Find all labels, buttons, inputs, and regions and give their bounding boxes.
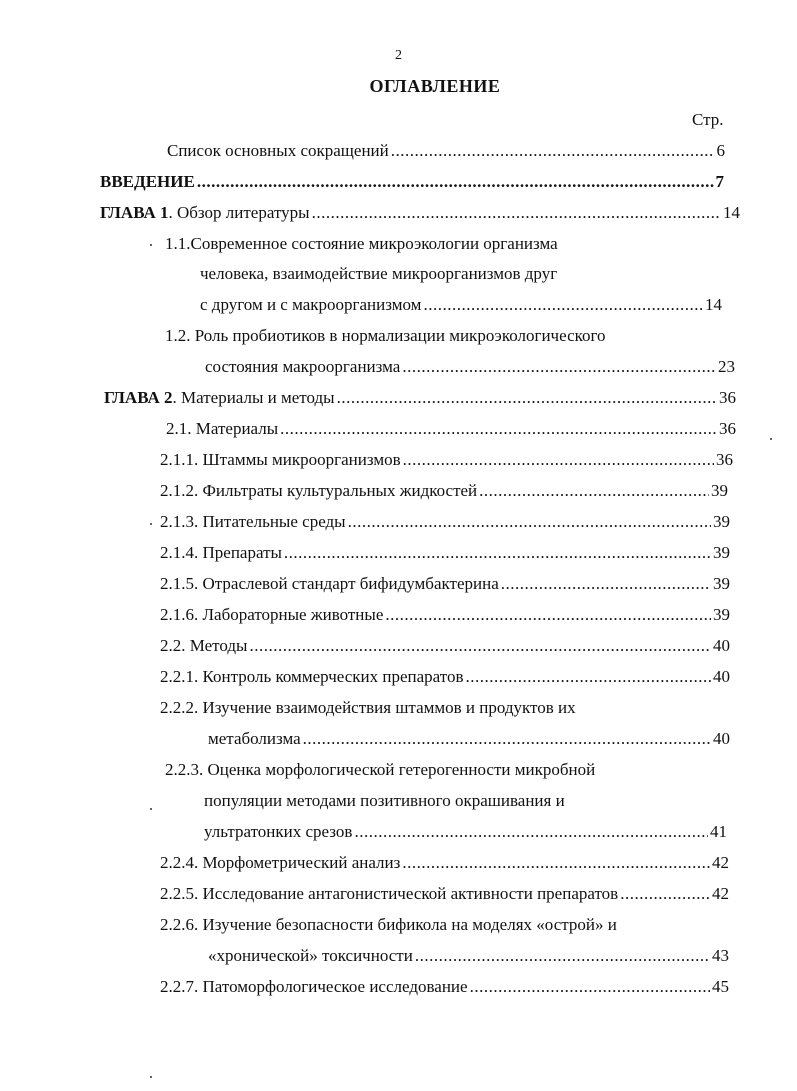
toc-entry-2-1-4[interactable] — [160, 542, 730, 564]
toc-entry-abbreviations[interactable] — [167, 140, 725, 162]
toc-entry-label: 2.2. Методы — [160, 636, 248, 655]
page-column-label: Стр. — [692, 110, 724, 129]
leader-dots — [403, 449, 714, 471]
toc-entry-label: 2.1.1. Штаммы микроорганизмов — [160, 450, 401, 469]
scan-speck — [770, 438, 772, 440]
leader-dots — [354, 821, 708, 843]
toc-entry-page: 40 — [713, 636, 730, 655]
toc-entry-1-1-line2: человека, взаимодействие микроорганизмов друг — [200, 264, 558, 283]
toc-entry-page: 45 — [712, 977, 729, 996]
toc-entry-label: ультратонких срезов — [204, 822, 353, 841]
toc-entry-2-1-6[interactable] — [160, 604, 730, 626]
toc-entry-page: 36 — [719, 419, 736, 438]
toc-entry-label: 2.1.6. Лабораторные животные — [160, 605, 384, 624]
toc-entry-2-2-2-line2[interactable] — [208, 728, 730, 750]
page-number: 2 — [395, 48, 402, 63]
toc-entry-2-1-2[interactable] — [160, 480, 728, 502]
toc-entry-2-2-3-line3[interactable] — [204, 821, 727, 843]
toc-entry-2-2-3-line1[interactable]: 2.2.3. Оценка морфологической гетерогенности микробной — [165, 760, 596, 779]
scan-speck — [150, 523, 152, 525]
chapter-title: . Материалы и методы — [172, 388, 335, 407]
leader-dots — [303, 728, 711, 750]
scan-speck — [150, 244, 152, 246]
toc-entry-2-2-7[interactable] — [160, 976, 729, 998]
toc-entry-2-1-5[interactable] — [160, 573, 730, 595]
toc-entry-label: «хронической» токсичности — [208, 946, 413, 965]
toc-entry-page: 14 — [723, 203, 740, 222]
toc-entry-2-2[interactable] — [160, 635, 730, 657]
toc-entry-label: метаболизма — [208, 729, 301, 748]
toc-entry-page: 39 — [713, 543, 730, 562]
toc-entry-label: 2.1.2. Фильтраты культуральных жидкостей — [160, 481, 478, 500]
leader-dots — [501, 573, 711, 595]
toc-entry-page: 41 — [710, 822, 727, 841]
leader-dots — [391, 140, 715, 162]
toc-entry-1-1-line3[interactable] — [200, 294, 722, 316]
toc-entry-page: 36 — [719, 388, 736, 407]
toc-entry-label: Список основных сокращений — [167, 141, 389, 160]
chapter-title: . Обзор литературы — [168, 203, 310, 222]
leader-dots — [620, 883, 710, 905]
toc-entry-page: 6 — [716, 141, 725, 160]
toc-entry-label: 2.2.4. Морфометрический анализ — [160, 853, 401, 872]
toc-entry-1-1-line1[interactable]: 1.1.Современное состояние микроэкологии организма — [165, 234, 558, 253]
page-title: ОГЛАВЛЕНИЕ — [369, 76, 501, 96]
leader-dots — [284, 542, 711, 564]
leader-dots — [479, 480, 709, 502]
toc-entry-label: 2.2.7. Патоморфологическое исследование — [160, 977, 468, 996]
toc-entry-page: 39 — [713, 512, 730, 531]
toc-entry-2-1[interactable] — [166, 418, 736, 440]
toc-entry-2-1-3[interactable] — [160, 511, 730, 533]
toc-entry-1-2-line2[interactable] — [205, 356, 735, 378]
toc-entry-label: ВВЕДЕНИЕ — [100, 172, 195, 191]
toc-entry-page: 40 — [713, 667, 730, 686]
toc-entry-label — [100, 202, 310, 224]
toc-entry-label: 2.1.3. Питательные среды — [160, 512, 346, 531]
chapter-prefix: ГЛАВА 2 — [104, 388, 173, 407]
toc-entry-page: 39 — [713, 605, 730, 624]
toc-entry-page: 43 — [712, 946, 729, 965]
toc-entry-page: 7 — [715, 172, 724, 191]
toc-entry-1-2-line1[interactable]: 1.2. Роль пробиотиков в нормализации микроэкологического — [165, 326, 606, 345]
leader-dots — [402, 852, 710, 874]
scan-speck — [150, 1076, 152, 1078]
toc-entry-page: 39 — [713, 574, 730, 593]
leader-dots — [280, 418, 717, 440]
leader-dots — [337, 387, 717, 409]
toc-entry-label: с другом и с макроорганизмом — [200, 295, 422, 314]
leader-dots — [402, 356, 716, 378]
toc-entry-label: 2.1.5. Отраслевой стандарт бифидумбактерина — [160, 574, 499, 593]
toc-entry-introduction[interactable] — [100, 171, 724, 193]
leader-dots — [466, 666, 712, 688]
toc-entry-label: 2.2.5. Исследование антагонистической активности препаратов — [160, 884, 619, 903]
leader-dots — [423, 294, 703, 316]
toc-entry-page: 40 — [713, 729, 730, 748]
toc-entry-label: 2.1.4. Препараты — [160, 543, 282, 562]
toc-entry-chapter-2[interactable] — [104, 387, 736, 409]
toc-entry-label: 2.2.1. Контроль коммерческих препаратов — [160, 667, 464, 686]
leader-dots — [385, 604, 711, 626]
toc-entry-label: 2.1. Материалы — [166, 419, 279, 438]
toc-entry-2-2-5[interactable] — [160, 883, 729, 905]
leader-dots — [415, 945, 710, 967]
toc-entry-page: 39 — [711, 481, 728, 500]
leader-dots — [312, 202, 721, 224]
toc-entry-2-2-1[interactable] — [160, 666, 730, 688]
toc-entry-2-2-4[interactable] — [160, 852, 729, 874]
leader-dots — [470, 976, 710, 998]
leader-dots — [348, 511, 711, 533]
toc-entry-2-1-1[interactable] — [160, 449, 733, 471]
toc-entry-2-2-6-line2[interactable] — [208, 945, 729, 967]
toc-entry-page: 42 — [712, 853, 729, 872]
scan-speck — [150, 808, 152, 810]
toc-entry-page: 23 — [718, 357, 735, 376]
leader-dots — [197, 171, 714, 193]
toc-entry-label — [104, 387, 335, 409]
toc-entry-2-2-2-line1[interactable]: 2.2.2. Изучение взаимодействия штаммов и продуктов их — [160, 698, 576, 717]
toc-entry-2-2-3-line2: популяции методами позитивного окрашивания и — [204, 791, 565, 810]
toc-entry-page: 14 — [705, 295, 722, 314]
toc-entry-2-2-6-line1[interactable]: 2.2.6. Изучение безопасности бификола на моделях «острой» и — [160, 915, 617, 934]
toc-entry-label: состояния макроорганизма — [205, 357, 401, 376]
chapter-prefix: ГЛАВА 1 — [100, 203, 169, 222]
toc-entry-page: 42 — [712, 884, 729, 903]
leader-dots — [249, 635, 711, 657]
toc-entry-page: 36 — [716, 450, 733, 469]
toc-entry-chapter-1[interactable] — [100, 202, 740, 224]
